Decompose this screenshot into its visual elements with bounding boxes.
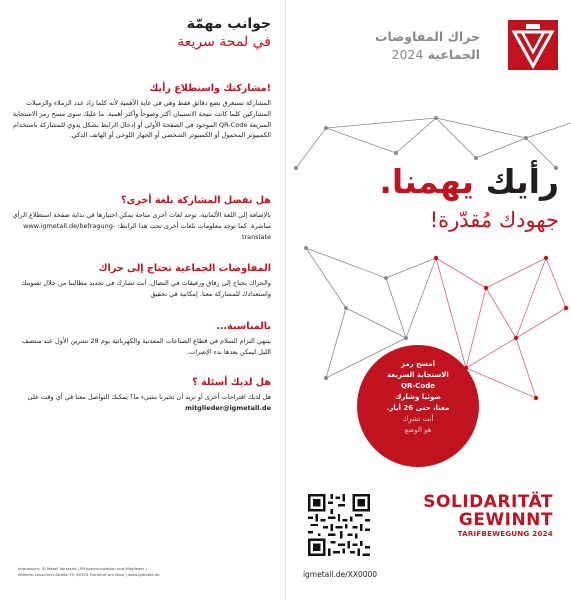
slogan-main <box>304 160 559 204</box>
campaign-line-2 <box>366 46 480 64</box>
callout-line: هو الوضع <box>404 426 432 434</box>
callout-line: QR-Code <box>401 382 435 390</box>
callout-line: الاستجابة السريعة <box>387 371 449 379</box>
section-heading: هل لديك أسئلة ؟ <box>192 377 271 388</box>
solidarity-line: GEWINNT <box>458 510 553 530</box>
section-heading: بالمناسبة... <box>216 321 271 332</box>
section-participation <box>9 82 271 141</box>
section-body <box>9 392 271 414</box>
qr-code-icon[interactable] <box>308 494 370 556</box>
qr-url[interactable]: igmetall.de/XX0000 <box>302 570 378 579</box>
campaign-line: حراك المفاوضات <box>374 29 480 44</box>
callout-line: أنت تشرِك <box>402 415 434 423</box>
section-body-text: هل لديك اقتراحات أخرى أو تريد أن تخبرنا بشيء ما؟ يمكنك التواصل معنا في أي وقت على <box>27 393 271 401</box>
solidarity-tagline: TARIFBEWEGUNG 2024 <box>457 530 553 538</box>
callout-line: ضوئيا وشارك <box>394 393 441 401</box>
section-heading: !مشاركتك واستطلاع رأيك <box>149 83 271 94</box>
callout-line: معنا، حتى 26 أيار. <box>386 404 450 412</box>
section-movement <box>9 262 271 300</box>
campaign-title <box>366 28 480 64</box>
campaign-word: الجماعية <box>427 47 480 62</box>
section-body: المشاركة تستغرق بضع دقائق فقط وهي في غاية الأهمية لأنه كلما زاد عدد الزملاء والزميلات المشاركين كلما كانت نتيجة الاستبيان أكثر وضوحاً وأكثر أهمية. ما عليك سوى مسح رمز الاستجابة السريعة QR-Code الموجود في الصفحة الأولى أو إدخال الرابط بشكل يدوي للمشاركة باستخدام الكمبيوتر المحمول أو الكمبيوتر الشخصي أو الجهاز اللوحي أو الهاتف الذكي. <box>12 99 271 140</box>
left-panel <box>0 0 285 600</box>
campaign-year: 2024 <box>391 47 424 62</box>
qr-callout-circle <box>357 345 479 467</box>
section-heading: المفاوضات الجماعية تحتاج إلى حراك <box>98 263 271 274</box>
solidarity-wordmark <box>421 493 553 539</box>
section-body: بالإضافة إلى اللغة الألمانية، توجد لغات أخرى متاحة يمكن اختيارها في بداية صفحة استطلاع الرأي مباشرة. كما توجد معلومات بلغات أخرى تحت هذا الرابط: www.igmetall.de/befragung-translate <box>12 211 271 241</box>
slogan-sub: جهودك مُقدّرة! <box>429 208 559 232</box>
qr-callout-text <box>371 359 465 436</box>
section-body: والحراك يحتاج إلى رفاق ورفيقات في النضال. أنت تشارك في تحديد مطالبنا من خلال تصويتك واستعدادك للمشاركة معنا. إمكانية في تحقيق <box>21 279 271 298</box>
callout-line: امسح رمز <box>400 360 436 368</box>
imprint <box>18 566 218 578</box>
ig-metall-logo-icon <box>508 20 558 70</box>
solidarity-line: SOLIDARITÄT <box>423 492 553 512</box>
page-subtitle: في لمحة سريعة <box>177 34 271 50</box>
right-panel <box>286 0 571 600</box>
section-body: ينتهي التزام السلام في قطاع الصناعات المعدنية والكهربائية يوم 28 تشرين الأول عند منتصف الليل ليمكن بعدها بدء الإضراب. <box>21 337 271 356</box>
section-language <box>9 194 271 242</box>
imprint-line: Wilhelm-Leuschner-Straße 79, 60329 Frankfurt am Main | www.igmetall.de <box>18 572 160 577</box>
slogan-word: رأيك <box>485 162 559 201</box>
section-heading: هل تفضل المشاركة بلغة أخرى؟ <box>121 195 271 206</box>
section-questions <box>9 376 271 414</box>
page-title: جوانب مهمّة <box>186 16 271 32</box>
section-by-the-way <box>9 320 271 358</box>
slogan-accent: يهمنا. <box>379 162 475 201</box>
email-link[interactable]: mitglieder@igmetall.de <box>185 403 271 412</box>
imprint-line: Impressum: IG Metall Vorstand | FB Kommunikation und Mitglieder | <box>18 566 147 571</box>
